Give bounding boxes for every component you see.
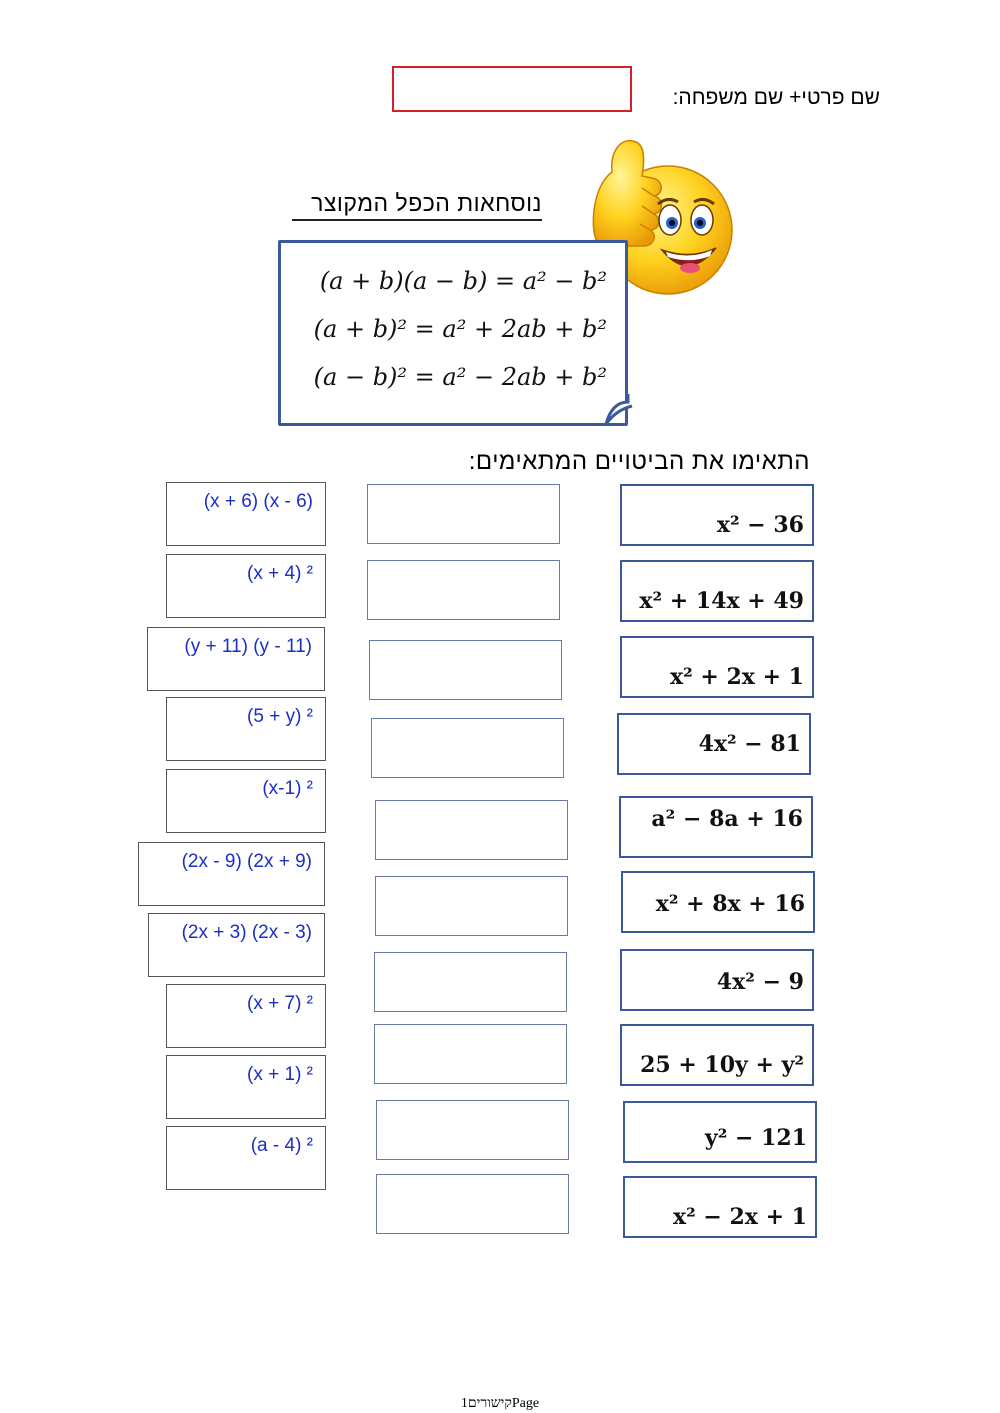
name-input[interactable] [392,66,632,112]
right-item-2 [620,560,814,622]
answer-box-10[interactable] [376,1174,569,1234]
right-item-5 [619,796,813,858]
right-item-text: x² − 36 [716,512,804,538]
formulas-title: נוסחאות הכפל המקוצר [292,190,542,221]
left-item-6 [138,842,325,906]
left-item-text: (5 + y) ² [247,706,313,727]
left-item-text: (2x - 9) (2x + 9) [181,851,312,872]
formula-difference-of-squares: (a + b)(a − b) = a² − b² [319,267,607,295]
left-item-8 [166,984,326,1048]
answer-box-4[interactable] [371,718,564,778]
left-item-1 [166,482,326,546]
left-item-text: (x + 4) ² [247,563,313,584]
answer-box-9[interactable] [376,1100,569,1160]
formula-square-of-difference: (a − b)² = a² − 2ab + b² [313,363,607,391]
left-item-text: (a - 4) ² [250,1135,313,1156]
right-item-1 [620,484,814,546]
answer-box-7[interactable] [374,952,567,1012]
left-item-2 [166,554,326,618]
right-item-text: x² + 8x + 16 [655,891,805,917]
answer-box-1[interactable] [367,484,560,544]
left-item-4 [166,697,326,761]
left-item-9 [166,1055,326,1119]
page-footer: קישורים1Page [460,1396,540,1411]
right-item-text: y² − 121 [704,1125,807,1151]
matching-title: התאימו את הביטויים המתאימים: [468,448,810,475]
left-item-text: (x + 6) (x - 6) [203,491,313,512]
left-item-text: (y + 11) (y - 11) [184,636,312,657]
right-item-9 [623,1101,817,1163]
right-item-text: x² + 2x + 1 [670,664,804,690]
right-item-8 [620,1024,814,1086]
right-item-7 [620,949,814,1011]
right-item-text: 4x² − 81 [698,731,801,757]
right-item-text: 4x² − 9 [716,969,804,995]
right-item-text: 25 + 10y + y² [640,1052,804,1078]
formula-square-of-sum: (a + b)² = a² + 2ab + b² [313,315,607,343]
right-item-3 [620,636,814,698]
right-item-text: x² − 2x + 1 [673,1204,807,1230]
answer-box-5[interactable] [375,800,568,860]
right-item-text: a² − 8a + 16 [651,806,803,832]
page-fold-icon [598,392,634,432]
left-item-3 [147,627,325,691]
answer-box-6[interactable] [375,876,568,936]
right-item-text: x² + 14x + 49 [639,588,804,614]
name-label: שם פרטי+ שם משפחה: [672,86,880,109]
formula-box [278,240,628,426]
left-item-text: (2x + 3) (2x - 3) [181,922,312,943]
left-item-text: (x + 1) ² [247,1064,313,1085]
left-item-5 [166,769,326,833]
answer-box-2[interactable] [367,560,560,620]
answer-box-3[interactable] [369,640,562,700]
left-item-10 [166,1126,326,1190]
answer-box-8[interactable] [374,1024,567,1084]
left-item-text: (x-1) ² [262,778,313,799]
right-item-6 [621,871,815,933]
right-item-10 [623,1176,817,1238]
right-item-4 [617,713,811,775]
left-item-text: (x + 7) ² [247,993,313,1014]
left-item-7 [148,913,325,977]
